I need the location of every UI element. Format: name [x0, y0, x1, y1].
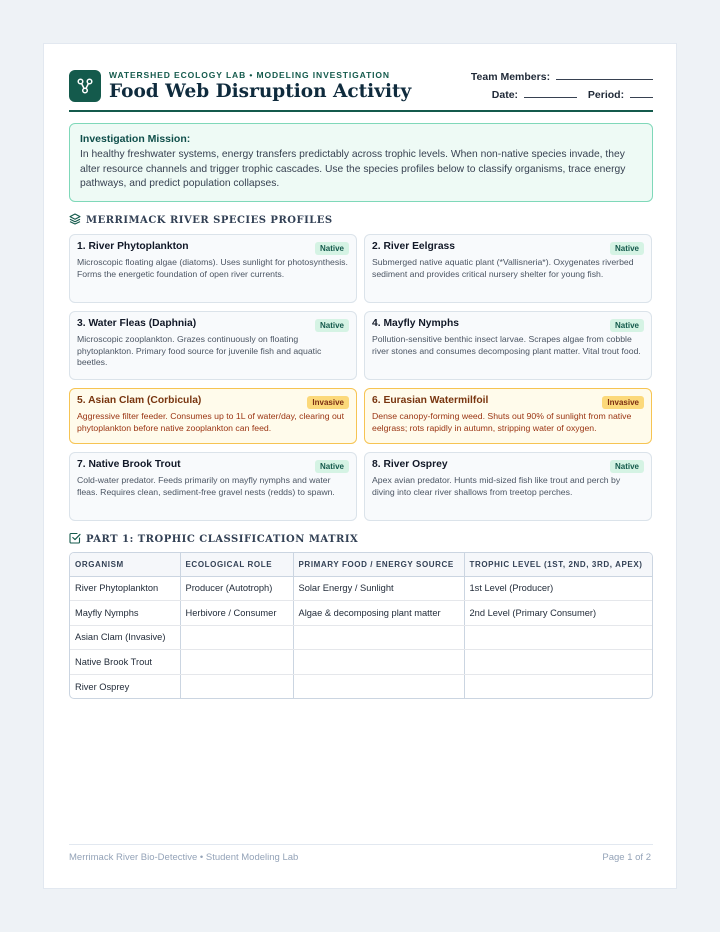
species-card [69, 311, 357, 380]
status-badge: Native [315, 242, 349, 255]
species-card-invasive [364, 388, 652, 444]
role-cell: Herbivore / Consumer [180, 601, 293, 626]
food-source-cell[interactable] [293, 674, 464, 699]
species-description: Pollution-sensitive benthic insect larvae. Scrapes algae from cobble river stones and consumes decomposing plant matter. Vital trout food. [372, 334, 641, 356]
checkbox-icon [69, 532, 81, 544]
page-title: Food Web Disruption Activity [109, 81, 412, 102]
status-badge: Native [610, 319, 644, 332]
date-period-field [492, 89, 653, 101]
header-kicker: WATERSHED ECOLOGY LAB • MODELING INVESTIGATION [109, 70, 390, 80]
mission-text: In healthy freshwater systems, energy transfers predictably across trophic levels. When non-native species invade, they alter resource channels and trigger trophic cascades. Use the species profiles below to classify organisms, trace energy pathways, and predict population collapses. [80, 149, 626, 190]
species-description: Dense canopy-forming weed. Shuts out 90% of sunlight from native eelgrass; rots rapidly in autumn, stripping water of oxygen. [372, 411, 632, 433]
trophic-level-cell[interactable] [464, 650, 653, 675]
species-card [364, 311, 652, 380]
food-source-cell[interactable] [293, 650, 464, 675]
status-badge: Native [610, 242, 644, 255]
species-name: 7. Native Brook Trout [77, 459, 181, 470]
page-number: Page 1 of 2 [602, 852, 651, 863]
species-card [364, 452, 652, 521]
trophic-matrix-table [69, 552, 653, 699]
date-label: Date: [491, 89, 519, 101]
table-row [70, 650, 653, 675]
organism-cell: Asian Clam (Invasive) [70, 625, 180, 650]
species-name: 1. River Phytoplankton [77, 241, 189, 252]
period-label: Period: [587, 89, 625, 101]
species-profiles-heading [69, 213, 333, 226]
species-description: Cold-water predator. Feeds primarily on mayfly nymphs and water fleas. Requires clean, sediment-free gravel nests (redds) to spawn. [77, 475, 335, 497]
header-divider [69, 110, 653, 112]
trophic-level-cell[interactable] [464, 674, 653, 699]
species-description: Apex avian predator. Hunts mid-sized fish like trout and perch by diving into clear river shallows from treetop perches. [372, 475, 621, 497]
worksheet-page [43, 43, 677, 889]
species-name: 5. Asian Clam (Corbicula) [77, 395, 202, 406]
species-description: Microscopic zooplankton. Grazes continuously on floating phytoplankton. Primary food source for juvenile fish and aquatic beetles. [77, 334, 322, 368]
role-cell: Producer (Autotroph) [180, 576, 293, 601]
trophic-level-cell: 2nd Level (Primary Consumer) [464, 601, 653, 626]
status-badge: Native [610, 460, 644, 473]
team-members-label: Team Members: [470, 71, 551, 83]
role-cell[interactable] [180, 674, 293, 699]
species-name: 8. River Osprey [372, 459, 448, 470]
species-description: Microscopic floating algae (diatoms). Uses sunlight for photosynthesis. Forms the energetic foundation of open river currents. [77, 257, 348, 279]
status-badge: Native [315, 319, 349, 332]
status-badge: Invasive [307, 396, 349, 409]
species-name: 2. River Eelgrass [372, 241, 455, 252]
date-blank[interactable] [524, 89, 577, 98]
species-name: 4. Mayfly Nymphs [372, 318, 459, 329]
organism-cell: Mayfly Nymphs [70, 601, 180, 626]
species-name: 3. Water Fleas (Daphnia) [77, 318, 197, 329]
column-header: PRIMARY FOOD / ENERGY SOURCE [293, 553, 464, 576]
status-badge: Invasive [602, 396, 644, 409]
footer-credit: Merrimack River Bio-Detective • Student Modeling Lab [69, 852, 299, 863]
role-cell[interactable] [180, 625, 293, 650]
matrix-heading-text: PART 1: TROPHIC CLASSIFICATION MATRIX [86, 534, 359, 545]
species-description: Submerged native aquatic plant (*Vallisneria*). Oxygenates riverbed sediment and provides critical nursery shelter for young fish. [372, 257, 634, 279]
page-header [69, 69, 653, 111]
table-row [70, 576, 653, 601]
species-card [69, 452, 357, 521]
mission-box [69, 123, 653, 202]
period-blank[interactable] [630, 89, 653, 98]
role-cell[interactable] [180, 650, 293, 675]
organism-cell: River Phytoplankton [70, 576, 180, 601]
species-description: Aggressive filter feeder. Consumes up to 1L of water/day, clearing out phytoplankton before native zooplankton can feed. [77, 411, 345, 433]
column-header: TROPHIC LEVEL (1ST, 2ND, 3RD, APEX) [464, 553, 653, 576]
footer-divider [69, 844, 653, 845]
matrix-heading [69, 532, 358, 545]
table-header-row [70, 553, 653, 576]
status-badge: Native [315, 460, 349, 473]
column-header: ECOLOGICAL ROLE [180, 553, 293, 576]
species-profiles-heading-text: MERRIMACK RIVER SPECIES PROFILES [86, 215, 333, 226]
species-card [364, 234, 652, 303]
food-source-cell: Solar Energy / Sunlight [293, 576, 464, 601]
team-members-field[interactable] [471, 71, 653, 83]
layers-icon [69, 213, 81, 225]
organism-cell: Native Brook Trout [70, 650, 180, 675]
mission-title: Investigation Mission: [80, 133, 191, 145]
team-members-blank[interactable] [556, 71, 653, 80]
species-card-invasive [69, 388, 357, 444]
table-row [70, 625, 653, 650]
food-source-cell[interactable] [293, 625, 464, 650]
organism-cell: River Osprey [70, 674, 180, 699]
logo-badge [69, 70, 101, 102]
species-card [69, 234, 357, 303]
network-icon [76, 77, 94, 95]
trophic-level-cell[interactable] [464, 625, 653, 650]
species-name: 6. Eurasian Watermilfoil [372, 395, 489, 406]
column-header: ORGANISM [70, 553, 180, 576]
food-source-cell: Algae & decomposing plant matter [293, 601, 464, 626]
trophic-level-cell: 1st Level (Producer) [464, 576, 653, 601]
table-row [70, 674, 653, 699]
table-row [70, 601, 653, 626]
